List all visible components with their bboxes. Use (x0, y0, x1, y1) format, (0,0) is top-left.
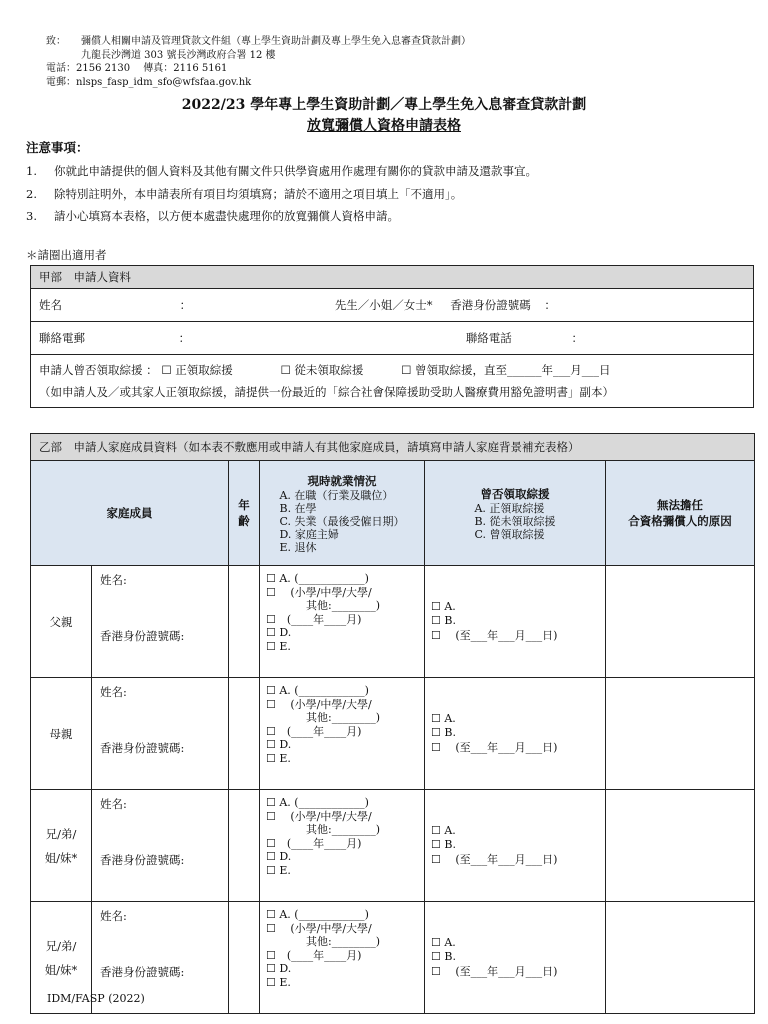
applicant-name-row[interactable]: 姓名 ： 先生／小姐／女士* 香港身份證號碼 ： (31, 289, 754, 322)
email-label: 電郵： (46, 76, 76, 88)
notes-list (26, 160, 537, 228)
email-value: nlsps_fasp_idm_sfo@wfsfaa.gov.hk (76, 76, 252, 88)
form-code: IDM/FASP (2022) (47, 992, 145, 1005)
to-line1: 彌償人相關申請及管理貸款文件組（專上學生資助計劃及專上學生免入息審查貸款計劃） (81, 36, 471, 47)
member-cssa[interactable]: ☐ A. ☐ B. ☐ (至___年___月___日) (425, 790, 606, 902)
family-row-father (31, 566, 755, 678)
applicant-cssa-row[interactable]: 申請人曾否領取綜援 ： ☐ 正領取綜援 ☐ 從未領取綜援 ☐ 曾領取綜援，直至______年___月___日 （如申請人及／或其家人正領取綜援，請提供一份最近的「綜合社會保障援助受助人醫療費用豁免證明書」副本） (31, 355, 754, 408)
member-reason[interactable] (606, 678, 755, 790)
phone-value: 2156 2130 傳真：2116 5161 (76, 63, 228, 74)
hkid-label: 香港身份證號碼 (450, 298, 531, 312)
note-item: 2. 除特別註明外，本申請表所有項目均須填寫；請於不適用之項目填上「不適用」。 (26, 186, 463, 201)
member-label: 父親 (31, 566, 92, 678)
member-name-id[interactable]: 姓名: 香港身份證號碼: (92, 678, 229, 790)
member-label: 兄/弟/ 姐/妹* (31, 902, 92, 1014)
col-employment: 現時就業情況 A. 在職（行業及職位） B. 在學 C. 失業（最後受僱日期） D. 家庭主婦 E. 退休 (260, 461, 425, 566)
section-a-heading: 甲部 申請人資料 (31, 266, 754, 289)
col-reason: 無法擔任 合資格彌償人的原因 (606, 461, 755, 566)
title-options: 先生／小姐／女士* (334, 298, 433, 312)
section-a-table (30, 265, 754, 408)
member-age[interactable] (229, 566, 260, 678)
applicant-email-row[interactable]: 聯絡電郵 ： 聯絡電話 ： (31, 322, 754, 355)
member-age[interactable] (229, 790, 260, 902)
cssa-option-never: ☐ 從未領取綜援 (280, 363, 364, 377)
col-family-member: 家庭成員 (31, 461, 229, 566)
family-row-sibling (31, 790, 755, 902)
member-cssa[interactable]: ☐ A. ☐ B. ☐ (至___年___月___日) (425, 566, 606, 678)
form-title: 2022/23 學年專上學生資助計劃／專上學生免入息審查貸款計劃 (181, 97, 587, 113)
member-employment[interactable]: ☐ A. (____________) ☐ (小學/中學/大學/ 其他:________) ☐ (____年____月) ☐ D. ☐ E. (260, 678, 425, 790)
member-employment[interactable]: ☐ A. (____________) ☐ (小學/中學/大學/ 其他:________) ☐ (____年____月) ☐ D. ☐ E. (260, 790, 425, 902)
circle-note: ＊請圈出適用者 (26, 248, 107, 262)
member-reason[interactable] (606, 790, 755, 902)
member-name-id[interactable]: 姓名: 香港身份證號碼: (92, 790, 229, 902)
phone-label: 電話： (46, 63, 76, 74)
col-cssa: 曾否領取綜援 A. 正領取綜援 B. 從未領取綜援 C. 曾領取綜援 (425, 461, 606, 566)
cssa-option-past: ☐ 曾領取綜援，直至______年___月___日 (401, 363, 611, 377)
section-b-heading: 乙部 申請人家庭成員資料（如本表不敷應用或申請人有其他家庭成員，請填寫申請人家庭背景補充表格） (31, 434, 755, 461)
section-b-table (30, 433, 755, 1014)
member-label: 兄/弟/ 姐/妹* (31, 790, 92, 902)
cssa-option-current: ☐ 正領取綜援 (161, 363, 233, 377)
note-item: 3. 請小心填寫本表格，以方便本處盡快處理你的放寬彌償人資格申請。 (26, 209, 399, 223)
form-subtitle: 放寬彌償人資格申請表格 (307, 118, 461, 134)
to-line2: 九龍長沙灣道 303 號長沙灣政府合署 12 樓 (81, 49, 276, 61)
family-row-mother (31, 678, 755, 790)
member-employment[interactable]: ☐ A. (____________) ☐ (小學/中學/大學/ 其他:________) ☐ (____年____月) ☐ D. ☐ E. (260, 566, 425, 678)
to-label: 致： (46, 36, 66, 47)
member-cssa[interactable]: ☐ A. ☐ B. ☐ (至___年___月___日) (425, 902, 606, 1014)
note-item: 1. 你就此申請提供的個人資料及其他有關文件只供學資處用作處理有關你的貸款申請及還款事宜。 (26, 164, 537, 178)
member-age[interactable] (229, 678, 260, 790)
member-reason[interactable] (606, 566, 755, 678)
address-header (46, 35, 471, 89)
member-employment[interactable]: ☐ A. (____________) ☐ (小學/中學/大學/ 其他:________) ☐ (____年____月) ☐ D. ☐ E. (260, 902, 425, 1014)
notes-heading: 注意事項： (26, 140, 89, 155)
member-name-id[interactable]: 姓名: 香港身份證號碼: (92, 902, 229, 1014)
member-cssa[interactable]: ☐ A. ☐ B. ☐ (至___年___月___日) (425, 678, 606, 790)
cssa-note: （如申請人及／或其家人正領取綜援，請提供一份最近的「綜合社會保障援助受助人醫療費用豁免證明書」副本） (39, 385, 614, 399)
member-label: 母親 (31, 678, 92, 790)
phone-label: 聯絡電話 (465, 331, 512, 345)
member-name-id[interactable]: 姓名: 香港身份證號碼: (92, 566, 229, 678)
col-age: 年齡 (229, 461, 260, 566)
member-age[interactable] (229, 902, 260, 1014)
member-reason[interactable] (606, 902, 755, 1014)
